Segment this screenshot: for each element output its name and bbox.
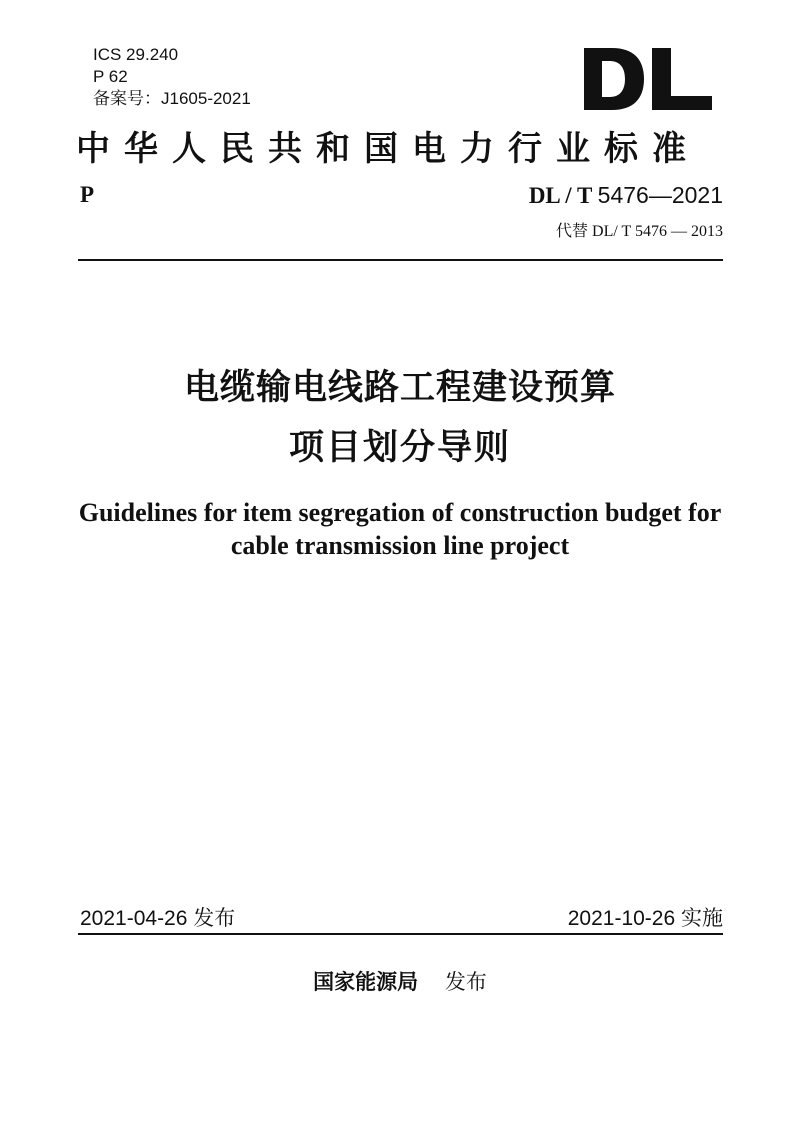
publisher-action: 发布 [444,970,487,994]
issue-date: 2021-04-26 发布 [80,907,236,930]
chinese-title-line-2: 项目划分导则 [288,428,511,468]
standard-number-value: 5476—2021 [597,182,723,208]
top-divider [78,259,723,261]
replaces-note: 代替 DL/ T 5476 — 2013 [556,223,723,240]
classification-block [93,44,251,110]
bottom-divider [78,933,723,935]
implementation-date: 2021-10-26 实施 [567,907,723,930]
ccs-code: P 62 [93,67,128,86]
record-number: 备案号：J1605-2021 [93,89,251,108]
ics-code: ICS 29.240 [93,45,179,64]
standard-number [529,182,723,209]
standard-number-prefix: DL / T [528,183,592,208]
dl-logo [584,48,714,110]
english-title-line-1: Guidelines for item segregation of construction budget for [78,498,722,527]
chinese-title-line-1: 电缆输电线路工程建设预算 [183,368,616,408]
english-title-line-2: cable transmission line project [230,531,570,560]
class-letter: P [80,182,95,207]
standard-category-title: 中华人民共和国电力行业标准 [76,129,700,169]
publisher-line [0,966,800,996]
publisher-org: 国家能源局 [313,970,419,994]
